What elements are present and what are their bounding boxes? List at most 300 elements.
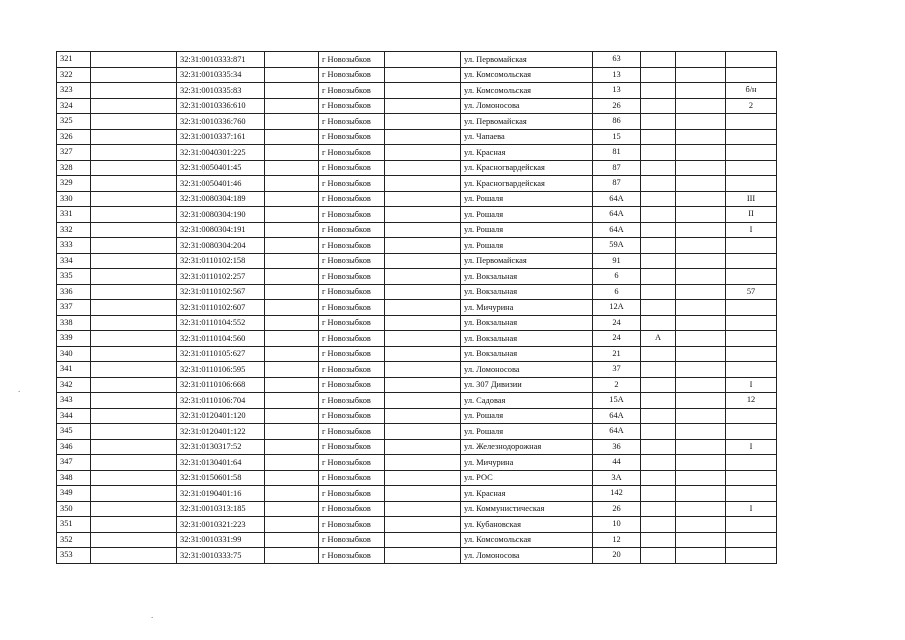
table-row (57, 408, 777, 424)
empty-cell (676, 145, 726, 161)
letter-cell (641, 517, 676, 533)
apartment-cell: I (726, 501, 777, 517)
empty-cell (265, 501, 319, 517)
empty-cell (676, 362, 726, 378)
table-row (57, 439, 777, 455)
city-cell: г Новозыбков (319, 145, 385, 161)
street-cell: ул. Первомайская (461, 253, 593, 269)
table-row (57, 501, 777, 517)
empty-cell (265, 331, 319, 347)
empty-cell (385, 455, 461, 471)
cadastral-number-cell: 32:31:0010336:610 (177, 98, 265, 114)
table-row (57, 145, 777, 161)
empty-cell (676, 470, 726, 486)
cadastral-number-cell: 32:31:0110102:567 (177, 284, 265, 300)
table-row (57, 52, 777, 68)
house-number-cell: 36 (593, 439, 641, 455)
scan-speck: . (151, 610, 154, 620)
city-cell: г Новозыбков (319, 114, 385, 130)
house-number-cell: 12А (593, 300, 641, 316)
table-row (57, 83, 777, 99)
row-number-cell: 339 (57, 331, 91, 347)
street-cell: ул. Вокзальная (461, 315, 593, 331)
cadastral-number-cell: 32:31:0110102:607 (177, 300, 265, 316)
apartment-cell (726, 470, 777, 486)
cadastral-number-cell: 32:31:0110106:668 (177, 377, 265, 393)
city-cell: г Новозыбков (319, 331, 385, 347)
house-number-cell: 37 (593, 362, 641, 378)
empty-cell (265, 315, 319, 331)
letter-cell (641, 129, 676, 145)
empty-cell (91, 284, 177, 300)
row-number-cell: 322 (57, 67, 91, 83)
empty-cell (91, 222, 177, 238)
cadastral-number-cell: 32:31:0110104:560 (177, 331, 265, 347)
letter-cell (641, 238, 676, 254)
house-number-cell: 26 (593, 98, 641, 114)
letter-cell (641, 191, 676, 207)
letter-cell (641, 207, 676, 223)
cadastral-number-cell: 32:31:0010335:34 (177, 67, 265, 83)
empty-cell (91, 207, 177, 223)
house-number-cell: 87 (593, 160, 641, 176)
letter-cell (641, 532, 676, 548)
row-number-cell: 342 (57, 377, 91, 393)
empty-cell (385, 517, 461, 533)
table-row (57, 238, 777, 254)
cadastral-number-cell: 32:31:0150601:58 (177, 470, 265, 486)
house-number-cell: 63 (593, 52, 641, 68)
letter-cell (641, 98, 676, 114)
row-number-cell: 336 (57, 284, 91, 300)
empty-cell (265, 222, 319, 238)
empty-cell (91, 191, 177, 207)
empty-cell (676, 269, 726, 285)
street-cell: ул. Первомайская (461, 114, 593, 130)
letter-cell (641, 439, 676, 455)
table-row (57, 331, 777, 347)
row-number-cell: 348 (57, 470, 91, 486)
empty-cell (385, 145, 461, 161)
row-number-cell: 351 (57, 517, 91, 533)
empty-cell (265, 269, 319, 285)
row-number-cell: 352 (57, 532, 91, 548)
apartment-cell (726, 486, 777, 502)
street-cell: ул. Мичурина (461, 455, 593, 471)
city-cell: г Новозыбков (319, 393, 385, 409)
city-cell: г Новозыбков (319, 300, 385, 316)
empty-cell (265, 408, 319, 424)
table-row (57, 532, 777, 548)
cadastral-number-cell: 32:31:0010337:161 (177, 129, 265, 145)
apartment-cell: I (726, 439, 777, 455)
empty-cell (385, 501, 461, 517)
table-row (57, 207, 777, 223)
street-cell: ул. Коммунистическая (461, 501, 593, 517)
empty-cell (91, 145, 177, 161)
city-cell: г Новозыбков (319, 207, 385, 223)
apartment-cell (726, 114, 777, 130)
cadastral-number-cell: 32:31:0010336:760 (177, 114, 265, 130)
empty-cell (385, 362, 461, 378)
letter-cell (641, 455, 676, 471)
house-number-cell: 26 (593, 501, 641, 517)
empty-cell (676, 253, 726, 269)
row-number-cell: 341 (57, 362, 91, 378)
street-cell: ул. Кубановская (461, 517, 593, 533)
apartment-cell (726, 455, 777, 471)
cadastral-number-cell: 32:31:0010333:871 (177, 52, 265, 68)
letter-cell (641, 315, 676, 331)
apartment-cell (726, 517, 777, 533)
empty-cell (91, 346, 177, 362)
cadastral-number-cell: 32:31:0110102:158 (177, 253, 265, 269)
empty-cell (385, 52, 461, 68)
apartment-cell (726, 315, 777, 331)
street-cell: ул. Вокзальная (461, 346, 593, 362)
cadastral-number-cell: 32:31:0190401:16 (177, 486, 265, 502)
empty-cell (91, 52, 177, 68)
empty-cell (676, 408, 726, 424)
empty-cell (676, 284, 726, 300)
empty-cell (385, 532, 461, 548)
apartment-cell (726, 300, 777, 316)
empty-cell (265, 455, 319, 471)
empty-cell (385, 253, 461, 269)
empty-cell (265, 284, 319, 300)
empty-cell (265, 439, 319, 455)
street-cell: ул. Рошаля (461, 408, 593, 424)
empty-cell (91, 470, 177, 486)
street-cell: ул. Рошаля (461, 207, 593, 223)
scan-speck: . (18, 384, 21, 394)
empty-cell (385, 176, 461, 192)
street-cell: ул. Мичурина (461, 300, 593, 316)
empty-cell (676, 207, 726, 223)
house-number-cell: 44 (593, 455, 641, 471)
empty-cell (385, 207, 461, 223)
empty-cell (385, 346, 461, 362)
house-number-cell: 59А (593, 238, 641, 254)
empty-cell (676, 455, 726, 471)
empty-cell (265, 300, 319, 316)
empty-cell (676, 517, 726, 533)
city-cell: г Новозыбков (319, 424, 385, 440)
table-row (57, 424, 777, 440)
table-row (57, 253, 777, 269)
empty-cell (676, 439, 726, 455)
table-row (57, 160, 777, 176)
street-cell: ул. Комсомольская (461, 532, 593, 548)
empty-cell (385, 98, 461, 114)
empty-cell (265, 207, 319, 223)
cadastral-number-cell: 32:31:0110102:257 (177, 269, 265, 285)
empty-cell (91, 501, 177, 517)
empty-cell (676, 486, 726, 502)
empty-cell (265, 424, 319, 440)
row-number-cell: 326 (57, 129, 91, 145)
empty-cell (265, 517, 319, 533)
table-row (57, 470, 777, 486)
empty-cell (91, 517, 177, 533)
house-number-cell: 13 (593, 83, 641, 99)
city-cell: г Новозыбков (319, 67, 385, 83)
empty-cell (676, 83, 726, 99)
house-number-cell: 64А (593, 424, 641, 440)
house-number-cell: 64А (593, 222, 641, 238)
city-cell: г Новозыбков (319, 83, 385, 99)
street-cell: ул. Рошаля (461, 424, 593, 440)
street-cell: ул. Садовая (461, 393, 593, 409)
house-number-cell: 2 (593, 377, 641, 393)
empty-cell (265, 176, 319, 192)
row-number-cell: 350 (57, 501, 91, 517)
apartment-cell (726, 253, 777, 269)
empty-cell (676, 315, 726, 331)
empty-cell (91, 377, 177, 393)
street-cell: ул. Ломоносова (461, 548, 593, 564)
row-number-cell: 331 (57, 207, 91, 223)
house-number-cell: 21 (593, 346, 641, 362)
apartment-cell (726, 331, 777, 347)
row-number-cell: 329 (57, 176, 91, 192)
cadastral-number-cell: 32:31:0080304:189 (177, 191, 265, 207)
city-cell: г Новозыбков (319, 517, 385, 533)
city-cell: г Новозыбков (319, 408, 385, 424)
apartment-cell: 2 (726, 98, 777, 114)
table-row (57, 269, 777, 285)
letter-cell (641, 52, 676, 68)
cadastral-number-cell: 32:31:0010333:75 (177, 548, 265, 564)
house-number-cell: 3А (593, 470, 641, 486)
empty-cell (265, 98, 319, 114)
apartment-cell: III (726, 191, 777, 207)
empty-cell (265, 238, 319, 254)
letter-cell (641, 67, 676, 83)
empty-cell (385, 470, 461, 486)
row-number-cell: 343 (57, 393, 91, 409)
city-cell: г Новозыбков (319, 222, 385, 238)
empty-cell (385, 408, 461, 424)
empty-cell (91, 114, 177, 130)
letter-cell (641, 501, 676, 517)
cadastral-number-cell: 32:31:0130317:52 (177, 439, 265, 455)
empty-cell (91, 393, 177, 409)
street-cell: ул. 307 Дивизии (461, 377, 593, 393)
empty-cell (676, 98, 726, 114)
empty-cell (676, 176, 726, 192)
cadastral-number-cell: 32:31:0080304:190 (177, 207, 265, 223)
empty-cell (265, 83, 319, 99)
street-cell: ул. Комсомольская (461, 83, 593, 99)
cadastral-number-cell: 32:31:0110106:595 (177, 362, 265, 378)
street-cell: ул. РОС (461, 470, 593, 486)
house-number-cell: 24 (593, 331, 641, 347)
table-row (57, 284, 777, 300)
city-cell: г Новозыбков (319, 486, 385, 502)
table-row (57, 129, 777, 145)
empty-cell (385, 191, 461, 207)
letter-cell (641, 83, 676, 99)
empty-cell (385, 331, 461, 347)
house-number-cell: 24 (593, 315, 641, 331)
street-cell: ул. Рошаля (461, 238, 593, 254)
street-cell: ул. Вокзальная (461, 269, 593, 285)
city-cell: г Новозыбков (319, 284, 385, 300)
empty-cell (385, 269, 461, 285)
empty-cell (91, 331, 177, 347)
empty-cell (676, 114, 726, 130)
letter-cell (641, 548, 676, 564)
empty-cell (265, 129, 319, 145)
house-number-cell: 10 (593, 517, 641, 533)
empty-cell (385, 114, 461, 130)
table-row (57, 67, 777, 83)
table-row (57, 455, 777, 471)
empty-cell (385, 377, 461, 393)
empty-cell (385, 222, 461, 238)
house-number-cell: 15А (593, 393, 641, 409)
apartment-cell: II (726, 207, 777, 223)
cadastral-number-cell: 32:31:0080304:204 (177, 238, 265, 254)
apartment-cell (726, 424, 777, 440)
house-number-cell: 87 (593, 176, 641, 192)
empty-cell (91, 532, 177, 548)
empty-cell (385, 67, 461, 83)
cadastral-number-cell: 32:31:0080304:191 (177, 222, 265, 238)
table-row (57, 346, 777, 362)
row-number-cell: 345 (57, 424, 91, 440)
row-number-cell: 321 (57, 52, 91, 68)
row-number-cell: 335 (57, 269, 91, 285)
apartment-cell (726, 176, 777, 192)
city-cell: г Новозыбков (319, 362, 385, 378)
empty-cell (91, 408, 177, 424)
letter-cell (641, 393, 676, 409)
city-cell: г Новозыбков (319, 238, 385, 254)
empty-cell (265, 114, 319, 130)
empty-cell (265, 346, 319, 362)
row-number-cell: 347 (57, 455, 91, 471)
apartment-cell (726, 160, 777, 176)
letter-cell (641, 377, 676, 393)
empty-cell (265, 377, 319, 393)
cadastral-number-cell: 32:31:0130401:64 (177, 455, 265, 471)
city-cell: г Новозыбков (319, 191, 385, 207)
apartment-cell (726, 532, 777, 548)
empty-cell (676, 393, 726, 409)
house-number-cell: 15 (593, 129, 641, 145)
cadastral-number-cell: 32:31:0010335:83 (177, 83, 265, 99)
row-number-cell: 338 (57, 315, 91, 331)
cadastral-number-cell: 32:31:0120401:122 (177, 424, 265, 440)
empty-cell (385, 424, 461, 440)
empty-cell (91, 238, 177, 254)
street-cell: ул. Ломоносова (461, 98, 593, 114)
empty-cell (385, 160, 461, 176)
registry-rows (57, 52, 777, 564)
empty-cell (676, 129, 726, 145)
house-number-cell: 64А (593, 408, 641, 424)
cadastral-number-cell: 32:31:0010313:185 (177, 501, 265, 517)
apartment-cell (726, 129, 777, 145)
street-cell: ул. Красная (461, 486, 593, 502)
row-number-cell: 353 (57, 548, 91, 564)
table-row (57, 517, 777, 533)
letter-cell (641, 145, 676, 161)
letter-cell (641, 160, 676, 176)
empty-cell (91, 455, 177, 471)
table-row (57, 98, 777, 114)
row-number-cell: 330 (57, 191, 91, 207)
city-cell: г Новозыбков (319, 532, 385, 548)
empty-cell (265, 393, 319, 409)
table-row (57, 315, 777, 331)
apartment-cell (726, 346, 777, 362)
cadastral-number-cell: 32:31:0040301:225 (177, 145, 265, 161)
street-cell: ул. Комсомольская (461, 67, 593, 83)
empty-cell (91, 362, 177, 378)
table-row (57, 222, 777, 238)
apartment-cell (726, 67, 777, 83)
table-row (57, 548, 777, 564)
city-cell: г Новозыбков (319, 501, 385, 517)
empty-cell (91, 548, 177, 564)
apartment-cell: 57 (726, 284, 777, 300)
empty-cell (676, 424, 726, 440)
letter-cell (641, 114, 676, 130)
city-cell: г Новозыбков (319, 160, 385, 176)
empty-cell (91, 67, 177, 83)
cadastral-number-cell: 32:31:0010321:223 (177, 517, 265, 533)
street-cell: ул. Вокзальная (461, 331, 593, 347)
registry-table (56, 51, 777, 564)
street-cell: ул. Рошаля (461, 222, 593, 238)
empty-cell (91, 176, 177, 192)
apartment-cell (726, 408, 777, 424)
letter-cell (641, 222, 676, 238)
letter-cell (641, 408, 676, 424)
city-cell: г Новозыбков (319, 52, 385, 68)
house-number-cell: 91 (593, 253, 641, 269)
letter-cell (641, 269, 676, 285)
row-number-cell: 337 (57, 300, 91, 316)
letter-cell (641, 346, 676, 362)
street-cell: ул. Ломоносова (461, 362, 593, 378)
empty-cell (385, 393, 461, 409)
city-cell: г Новозыбков (319, 315, 385, 331)
empty-cell (385, 548, 461, 564)
city-cell: г Новозыбков (319, 253, 385, 269)
house-number-cell: 64А (593, 207, 641, 223)
apartment-cell (726, 269, 777, 285)
street-cell: ул. Железнодорожная (461, 439, 593, 455)
street-cell: ул. Красногвардейская (461, 160, 593, 176)
empty-cell (676, 331, 726, 347)
empty-cell (676, 501, 726, 517)
row-number-cell: 349 (57, 486, 91, 502)
apartment-cell (726, 52, 777, 68)
apartment-cell (726, 238, 777, 254)
empty-cell (676, 346, 726, 362)
street-cell: ул. Красная (461, 145, 593, 161)
apartment-cell: I (726, 222, 777, 238)
empty-cell (91, 439, 177, 455)
house-number-cell: 12 (593, 532, 641, 548)
city-cell: г Новозыбков (319, 98, 385, 114)
empty-cell (385, 439, 461, 455)
row-number-cell: 340 (57, 346, 91, 362)
